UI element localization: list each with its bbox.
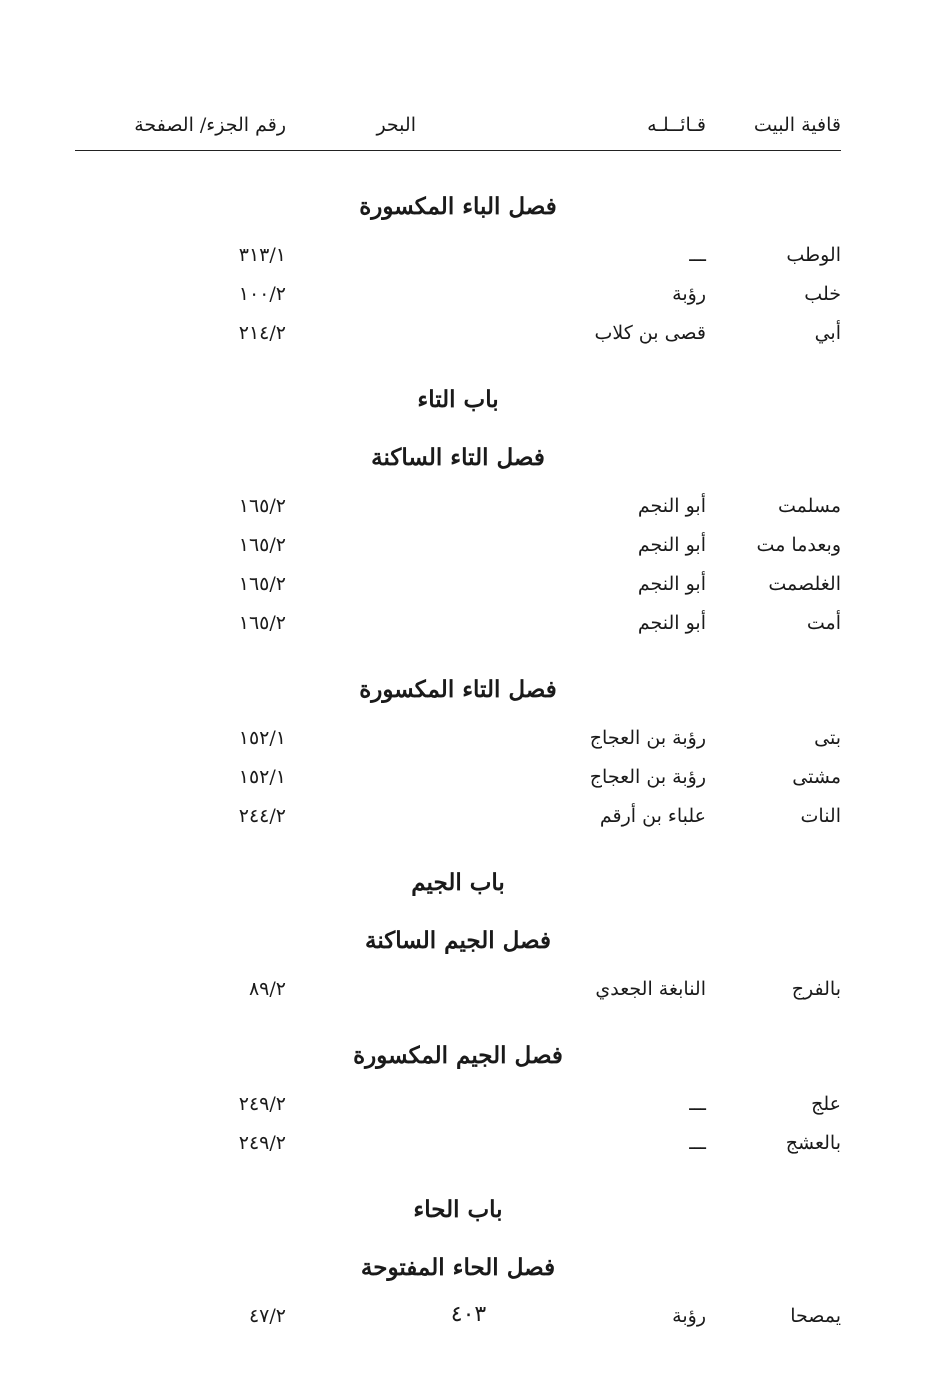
poet-name: أبو النجم <box>637 495 706 517</box>
table-header <box>75 110 841 151</box>
section-heading: فصل الحاء المفتوحة <box>360 1254 556 1281</box>
volume-page-ref: ٢٤٩/٢ <box>238 1132 286 1154</box>
index-row <box>75 534 841 573</box>
section-heading: فصل التاء المكسورة <box>359 676 557 703</box>
rhyme-word: أبي <box>814 322 841 344</box>
poet-name: علباء بن أرقم <box>599 805 706 827</box>
poet-name: رؤبة <box>672 283 706 305</box>
volume-page-ref: ٣١٣/١ <box>238 244 286 266</box>
poet-name: ـــ <box>689 244 706 266</box>
poet-name: رؤبة بن العجاج <box>589 766 706 788</box>
poet-name: ـــ <box>689 1132 706 1154</box>
volume-page-ref: ٢٤٩/٢ <box>238 1093 286 1115</box>
volume-page-ref: ١٦٥/٢ <box>238 612 286 634</box>
volume-page-ref: ٤٧/٢ <box>248 1305 286 1327</box>
rhyme-word: النات <box>800 805 841 827</box>
spacer <box>75 1017 841 1035</box>
volume-page-ref: ١٥٢/١ <box>238 727 286 749</box>
index-row <box>75 805 841 844</box>
index-row <box>75 1132 841 1171</box>
index-row <box>75 573 841 612</box>
page-number: ٤٠٣ <box>450 1302 487 1327</box>
poet-name: قصى بن كلاب <box>594 322 706 344</box>
volume-page-ref: ٨٩/٢ <box>248 978 286 1000</box>
spacer <box>75 1171 841 1189</box>
header-qail: قـائــلـه <box>647 114 706 136</box>
rhyme-word: الوطب <box>786 244 841 266</box>
rhyme-word: بتى <box>814 727 841 749</box>
chapter-heading: باب الحاء <box>413 1196 503 1223</box>
section-heading: فصل الجيم المكسورة <box>353 1042 563 1069</box>
chapter-heading: باب التاء <box>417 386 499 413</box>
rhyme-word: بالفرج <box>791 978 841 1000</box>
volume-page-ref: ١٥٢/١ <box>238 766 286 788</box>
index-row <box>75 495 841 534</box>
poet-name: النابغة الجعدي <box>595 978 706 1000</box>
rhyme-word: أمت <box>806 612 841 634</box>
header-qafia: قافية البيت <box>753 114 841 136</box>
spacer <box>75 361 841 379</box>
poet-name: رؤبة بن العجاج <box>589 727 706 749</box>
volume-page-ref: ١٦٥/٢ <box>238 495 286 517</box>
index-row <box>75 1093 841 1132</box>
rhyme-word: وبعدما مت <box>756 534 841 556</box>
index-row <box>75 244 841 283</box>
section-heading: فصل التاء الساكنة <box>371 444 545 471</box>
section-heading: فصل الجيم الساكنة <box>364 927 551 954</box>
volume-page-ref: ٢١٤/٢ <box>238 322 286 344</box>
poet-name: أبو النجم <box>637 573 706 595</box>
volume-page-ref: ١٠٠/٢ <box>238 283 286 305</box>
poet-name: أبو النجم <box>637 612 706 634</box>
volume-page-ref: ٢٤٤/٢ <box>238 805 286 827</box>
spacer <box>75 1344 841 1362</box>
index-body <box>75 186 841 1362</box>
poet-name: رؤبة <box>672 1305 706 1327</box>
rhyme-word: خلب <box>804 283 841 305</box>
poet-name: ـــ <box>689 1093 706 1115</box>
rhyme-word: بالعشج <box>785 1132 841 1154</box>
rhyme-word: الغلصمت <box>768 573 841 595</box>
rhyme-word: يمصحا <box>790 1305 841 1327</box>
header-ref: رقم الجزء/ الصفحة <box>134 114 286 136</box>
header-bahr: البحر <box>376 114 416 136</box>
index-row <box>75 978 841 1017</box>
volume-page-ref: ١٦٥/٢ <box>238 573 286 595</box>
rhyme-word: مشتى <box>792 766 841 788</box>
rhyme-word: مسلمت <box>777 495 841 517</box>
index-row <box>75 727 841 766</box>
chapter-heading: باب الجيم <box>411 869 505 896</box>
index-row <box>75 322 841 361</box>
index-row <box>75 283 841 322</box>
index-row <box>75 766 841 805</box>
spacer <box>75 844 841 862</box>
spacer <box>75 651 841 669</box>
index-row <box>75 612 841 651</box>
volume-page-ref: ١٦٥/٢ <box>238 534 286 556</box>
rhyme-word: علج <box>811 1093 841 1115</box>
section-heading: فصل الباء المكسورة <box>359 193 557 220</box>
poet-name: أبو النجم <box>637 534 706 556</box>
